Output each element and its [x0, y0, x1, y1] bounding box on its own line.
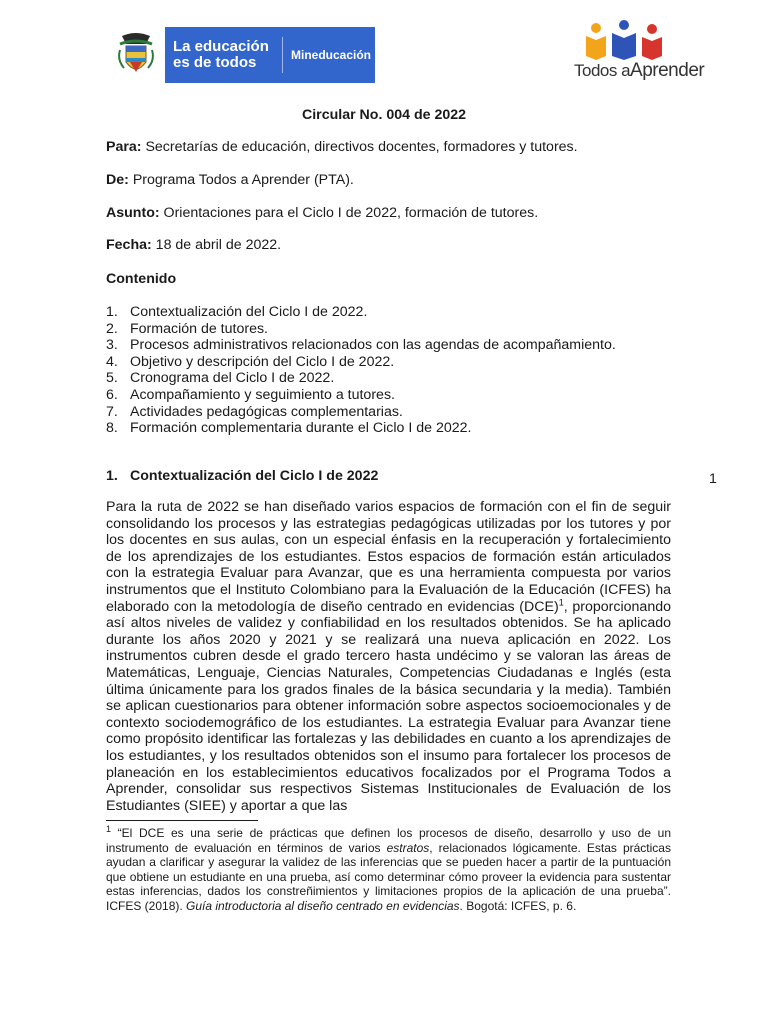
- meta-para: [106, 139, 578, 156]
- toc-item: [106, 387, 616, 404]
- footnote: [106, 826, 671, 913]
- toc-item: [106, 370, 616, 387]
- meta-fecha-value: 18 de abril de 2022.: [151, 237, 282, 253]
- footnote-text-1: “El DCE es una serie de prácticas que definen los procesos de diseño, desarrollo y uso de un instrumento de evaluación en términos de varios: [106, 826, 671, 855]
- coat-of-arms-icon: [107, 27, 165, 83]
- meta-de: [106, 172, 354, 189]
- ministry-banner: [165, 27, 375, 83]
- ministry-logo: [107, 27, 375, 83]
- footnote-separator: [106, 820, 258, 821]
- slogan-line-1: La educación: [173, 38, 269, 55]
- toc-item: [106, 404, 616, 421]
- section-title: Contextualización del Ciclo I de 2022: [130, 468, 379, 484]
- meta-asunto-value: Orientaciones para el Ciclo I de 2022, formación de tutores.: [159, 205, 539, 221]
- toc-item-text: Contextualización del Ciclo I de 2022.: [130, 304, 368, 320]
- section-number: 1.: [106, 468, 118, 484]
- meta-de-value: Programa Todos a Aprender (PTA).: [128, 172, 354, 188]
- toc-item: [106, 304, 616, 321]
- toc-item-text: Objetivo y descripción del Ciclo I de 2022.: [130, 353, 395, 370]
- document-title: Circular No. 004 de 2022: [301, 107, 467, 123]
- program-logo: [574, 20, 705, 84]
- paragraph-text-2: , proporcionando así altos niveles de validez y confiabilidad en los resultados obtenidos. Se ha aplicado durante los años 2020 y 2021 y se realizará una nueva aplicación en 2022. Los instrumentos cubren desde el grado tercero hasta undécimo y se valoran las áreas de Matemáticas, Lenguaje, Ciencias Naturales, Competencias Ciudadanas e Inglés (esta última únicamente para los grados finales de la básica secundaria y la media). También se aplican cuestionarios para obtener información sobre aspectos socioemocionales y de contexto sociodemográfico de los estudiantes. La estrategia Evaluar para Avanzar tiene como propósito identificar las fortalezas y las debilidades en cuanto a los aprendizajes de los estudiantes, y los resultados obtenidos son el insumo para fortalecer los procesos de planeación en los establecimientos educativos focalizados por el Programa Todos a Aprender, consolidar sus respectivos Sistemas Institucionales de Evaluación de los Estudiantes (SIEE) y aportar a que las: [106, 598, 671, 814]
- ministry-name: Mineducación: [291, 48, 372, 62]
- toc-item-number: 3.: [106, 337, 118, 354]
- toc-item: [106, 354, 616, 371]
- table-of-contents: [106, 304, 616, 437]
- page-number: 1: [709, 471, 717, 487]
- meta-fecha-label: Fecha:: [106, 237, 152, 253]
- slogan: [165, 39, 278, 71]
- footnote-marker: 1: [106, 824, 112, 834]
- footnote-italic-1: estratos: [386, 840, 430, 855]
- program-logo-figures-icon: [574, 20, 678, 60]
- section-1-heading: [106, 468, 378, 484]
- program-logo-text: [574, 60, 704, 82]
- toc-item-number: 5.: [106, 370, 118, 387]
- program-logo-word-2: Aprender: [630, 60, 705, 81]
- toc-item-number: 7.: [106, 403, 118, 420]
- meta-para-value: Secretarías de educación, directivos docentes, formadores y tutores.: [141, 139, 578, 155]
- footnote-text-3: . Bogotá: ICFES, p. 6.: [459, 898, 577, 913]
- toc-item-number: 8.: [106, 420, 118, 437]
- meta-de-label: De:: [106, 172, 129, 188]
- meta-asunto-label: Asunto:: [106, 205, 160, 221]
- toc-item-number: 6.: [106, 386, 118, 403]
- footnote-italic-2: Guía introductoria al diseño centrado en evidencias: [186, 898, 460, 913]
- toc-item: [106, 420, 616, 437]
- toc-item-number: 4.: [106, 353, 118, 370]
- toc-item: [106, 321, 616, 338]
- toc-item-number: 1.: [106, 304, 118, 320]
- toc-item-text: Acompañamiento y seguimiento a tutores.: [130, 386, 395, 403]
- toc-item-text: Procesos administrativos relacionados con las agendas de acompañamiento.: [130, 337, 616, 354]
- logo-divider: [282, 37, 283, 73]
- toc-item: [106, 337, 616, 354]
- footnote-text-2: , relacionados lógicamente. Estas prácticas ayudan a clarificar y asegurar la validez de las inferencias que se pueden hacer a partir de la puntuación que obtiene un estudiante en una prueba, así como determinar cómo proveer la evidencia para sustentar estas inferencias, dados los constreñimientos y limitaciones propios de la aplicación de una prueba”. ICFES (2018).: [106, 840, 671, 913]
- toc-item-number: 2.: [106, 320, 118, 337]
- toc-item-text: Actividades pedagógicas complementarias.: [130, 403, 403, 420]
- toc-item-text: Formación de tutores.: [130, 320, 268, 337]
- footnote-reference[interactable]: 1: [558, 596, 564, 607]
- toc-item-text: Cronograma del Ciclo I de 2022.: [130, 370, 335, 387]
- meta-asunto: [106, 205, 538, 222]
- contents-heading: Contenido: [106, 271, 177, 287]
- toc-item-text: Formación complementaria durante el Ciclo I de 2022.: [130, 420, 472, 437]
- body-paragraph: [106, 499, 671, 814]
- meta-fecha: [106, 237, 281, 254]
- paragraph-text-1: Para la ruta de 2022 se han diseñado varios espacios de formación con el fin de seguir consolidando los procesos y las estrategias pedagógicas utilizadas por los tutores y por los docentes en sus aulas, con un especial énfasis en la recuperación y fortalecimiento de los aprendizajes de los estudiantes. Estos espacios de formación están articulados con la estrategia Evaluar para Avanzar, que es una herramienta compuesta por varios instrumentos que el Instituto Colombiano para la Evaluación de la Educación (ICFES) ha elaborado con la metodología de diseño centrado en evidencias (DCE): [106, 499, 671, 615]
- meta-para-label: Para:: [106, 139, 142, 155]
- program-logo-word-1: Todos a: [574, 61, 631, 80]
- slogan-line-2: es de todos: [173, 54, 257, 71]
